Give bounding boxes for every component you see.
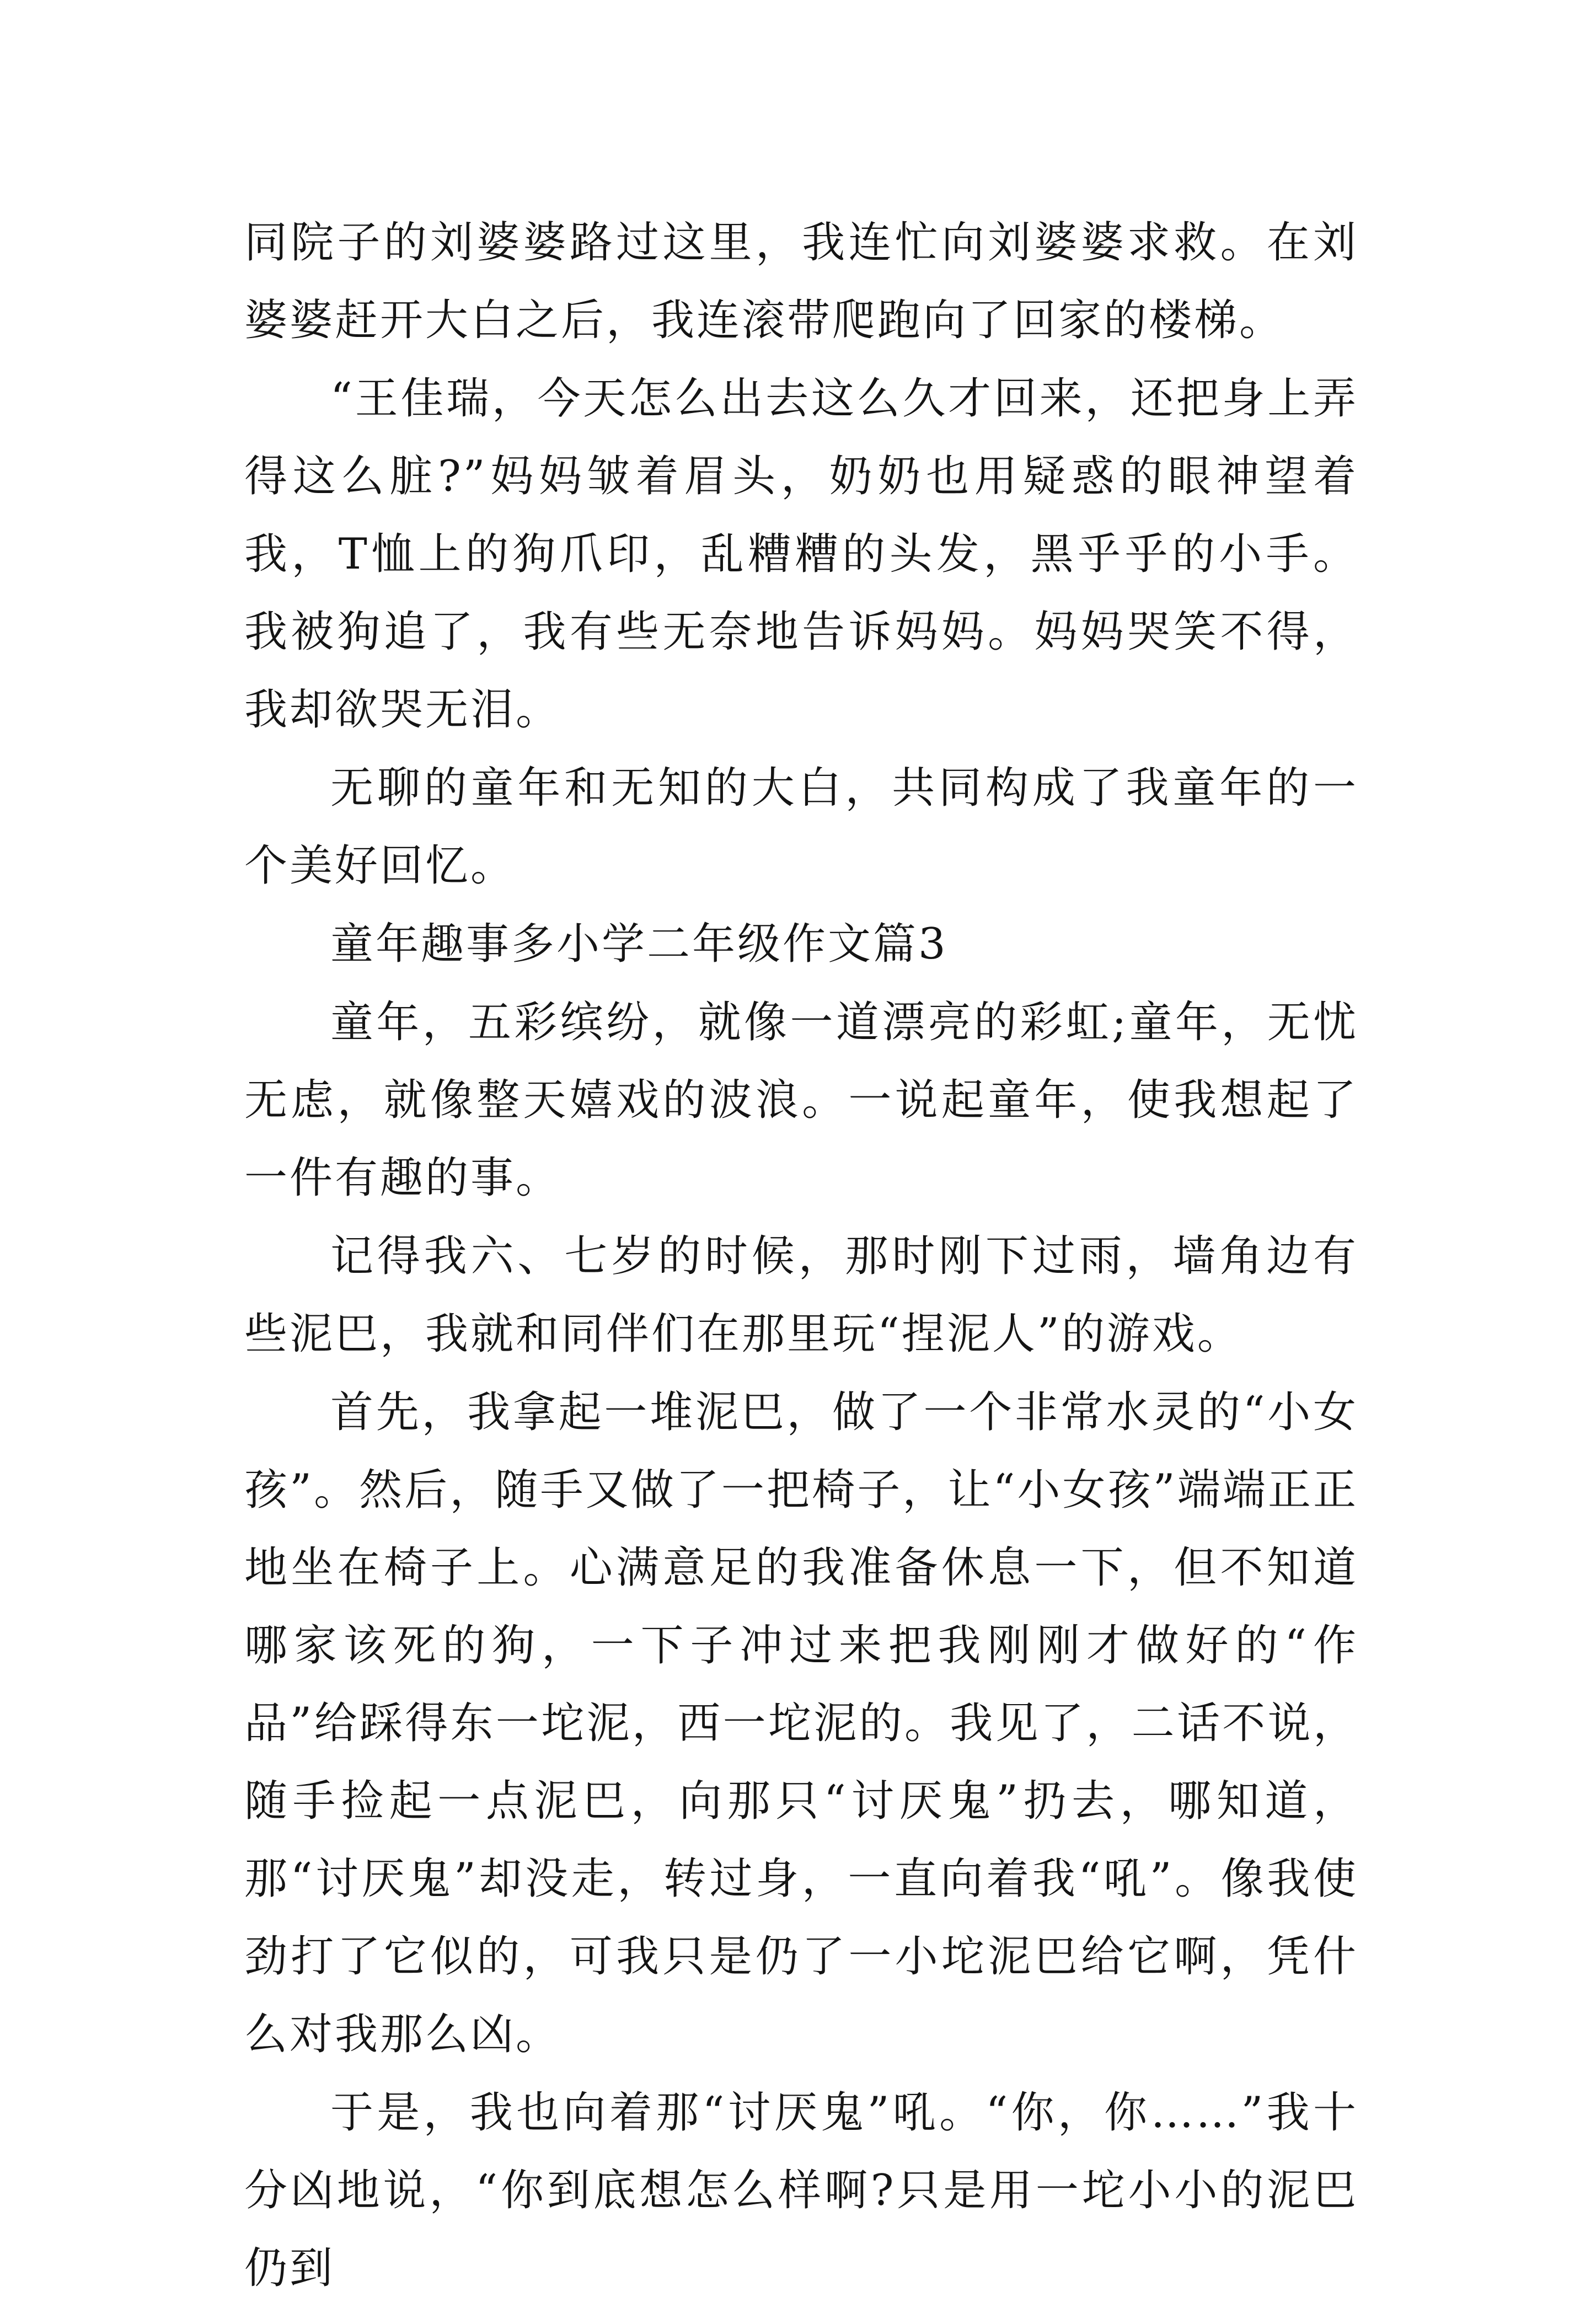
section-heading: 童年趣事多小学二年级作文篇3 (330, 919, 948, 969)
paragraph-2: “王佳瑞，今天怎么出去这么久才回来，还把身上弄得这么脏?”妈妈皱着眉头，奶奶也用疑惑的眼神望着我，T恤上的狗爪印，乱糟糟的头发，黑乎乎的小手。我被狗追了，我有些无奈地告诉妈妈。妈妈哭笑不得，我却欲哭无泪。 (244, 374, 1358, 735)
paragraph-6: 首先，我拿起一堆泥巴，做了一个非常水灵的“小女孩”。然后，随手又做了一把椅子，让“小女孩”端端正正地坐在椅子上。心满意足的我准备休息一下，但不知道哪家该死的狗，一下子冲过来把我刚刚才做好的“作品”给踩得东一坨泥，西一坨泥的。我见了，二话不说，随手捡起一点泥巴，向那只“讨厌鬼”扔去，哪知道，那“讨厌鬼”却没走，转过身，一直向着我“吼”。像我使劲打了它似的，可我只是仍了一小坨泥巴给它啊，凭什么对我那么凶。 (244, 1388, 1358, 2059)
paragraph-7: 于是，我也向着那“讨厌鬼”吼。“你，你……”我十分凶地说，“你到底想怎么样啊?只是用一坨小小的泥巴仍到 (244, 2088, 1358, 2293)
paragraph-3: 无聊的童年和无知的大白，共同构成了我童年的一个美好回忆。 (244, 763, 1358, 891)
paragraph-1: 同院子的刘婆婆路过这里，我连忙向刘婆婆求救。在刘婆婆赶开大白之后，我连滚带爬跑向了回家的楼梯。 (244, 218, 1358, 345)
paragraph-5: 记得我六、七岁的时候，那时刚下过雨，墙角边有些泥巴，我就和同伴们在那里玩“捏泥人”的游戏。 (244, 1231, 1358, 1359)
paragraph-4: 童年，五彩缤纷，就像一道漂亮的彩虹;童年，无忧无虑，就像整天嬉戏的波浪。一说起童年，使我想起了一件有趣的事。 (244, 998, 1358, 1203)
article-body (244, 204, 1358, 2308)
